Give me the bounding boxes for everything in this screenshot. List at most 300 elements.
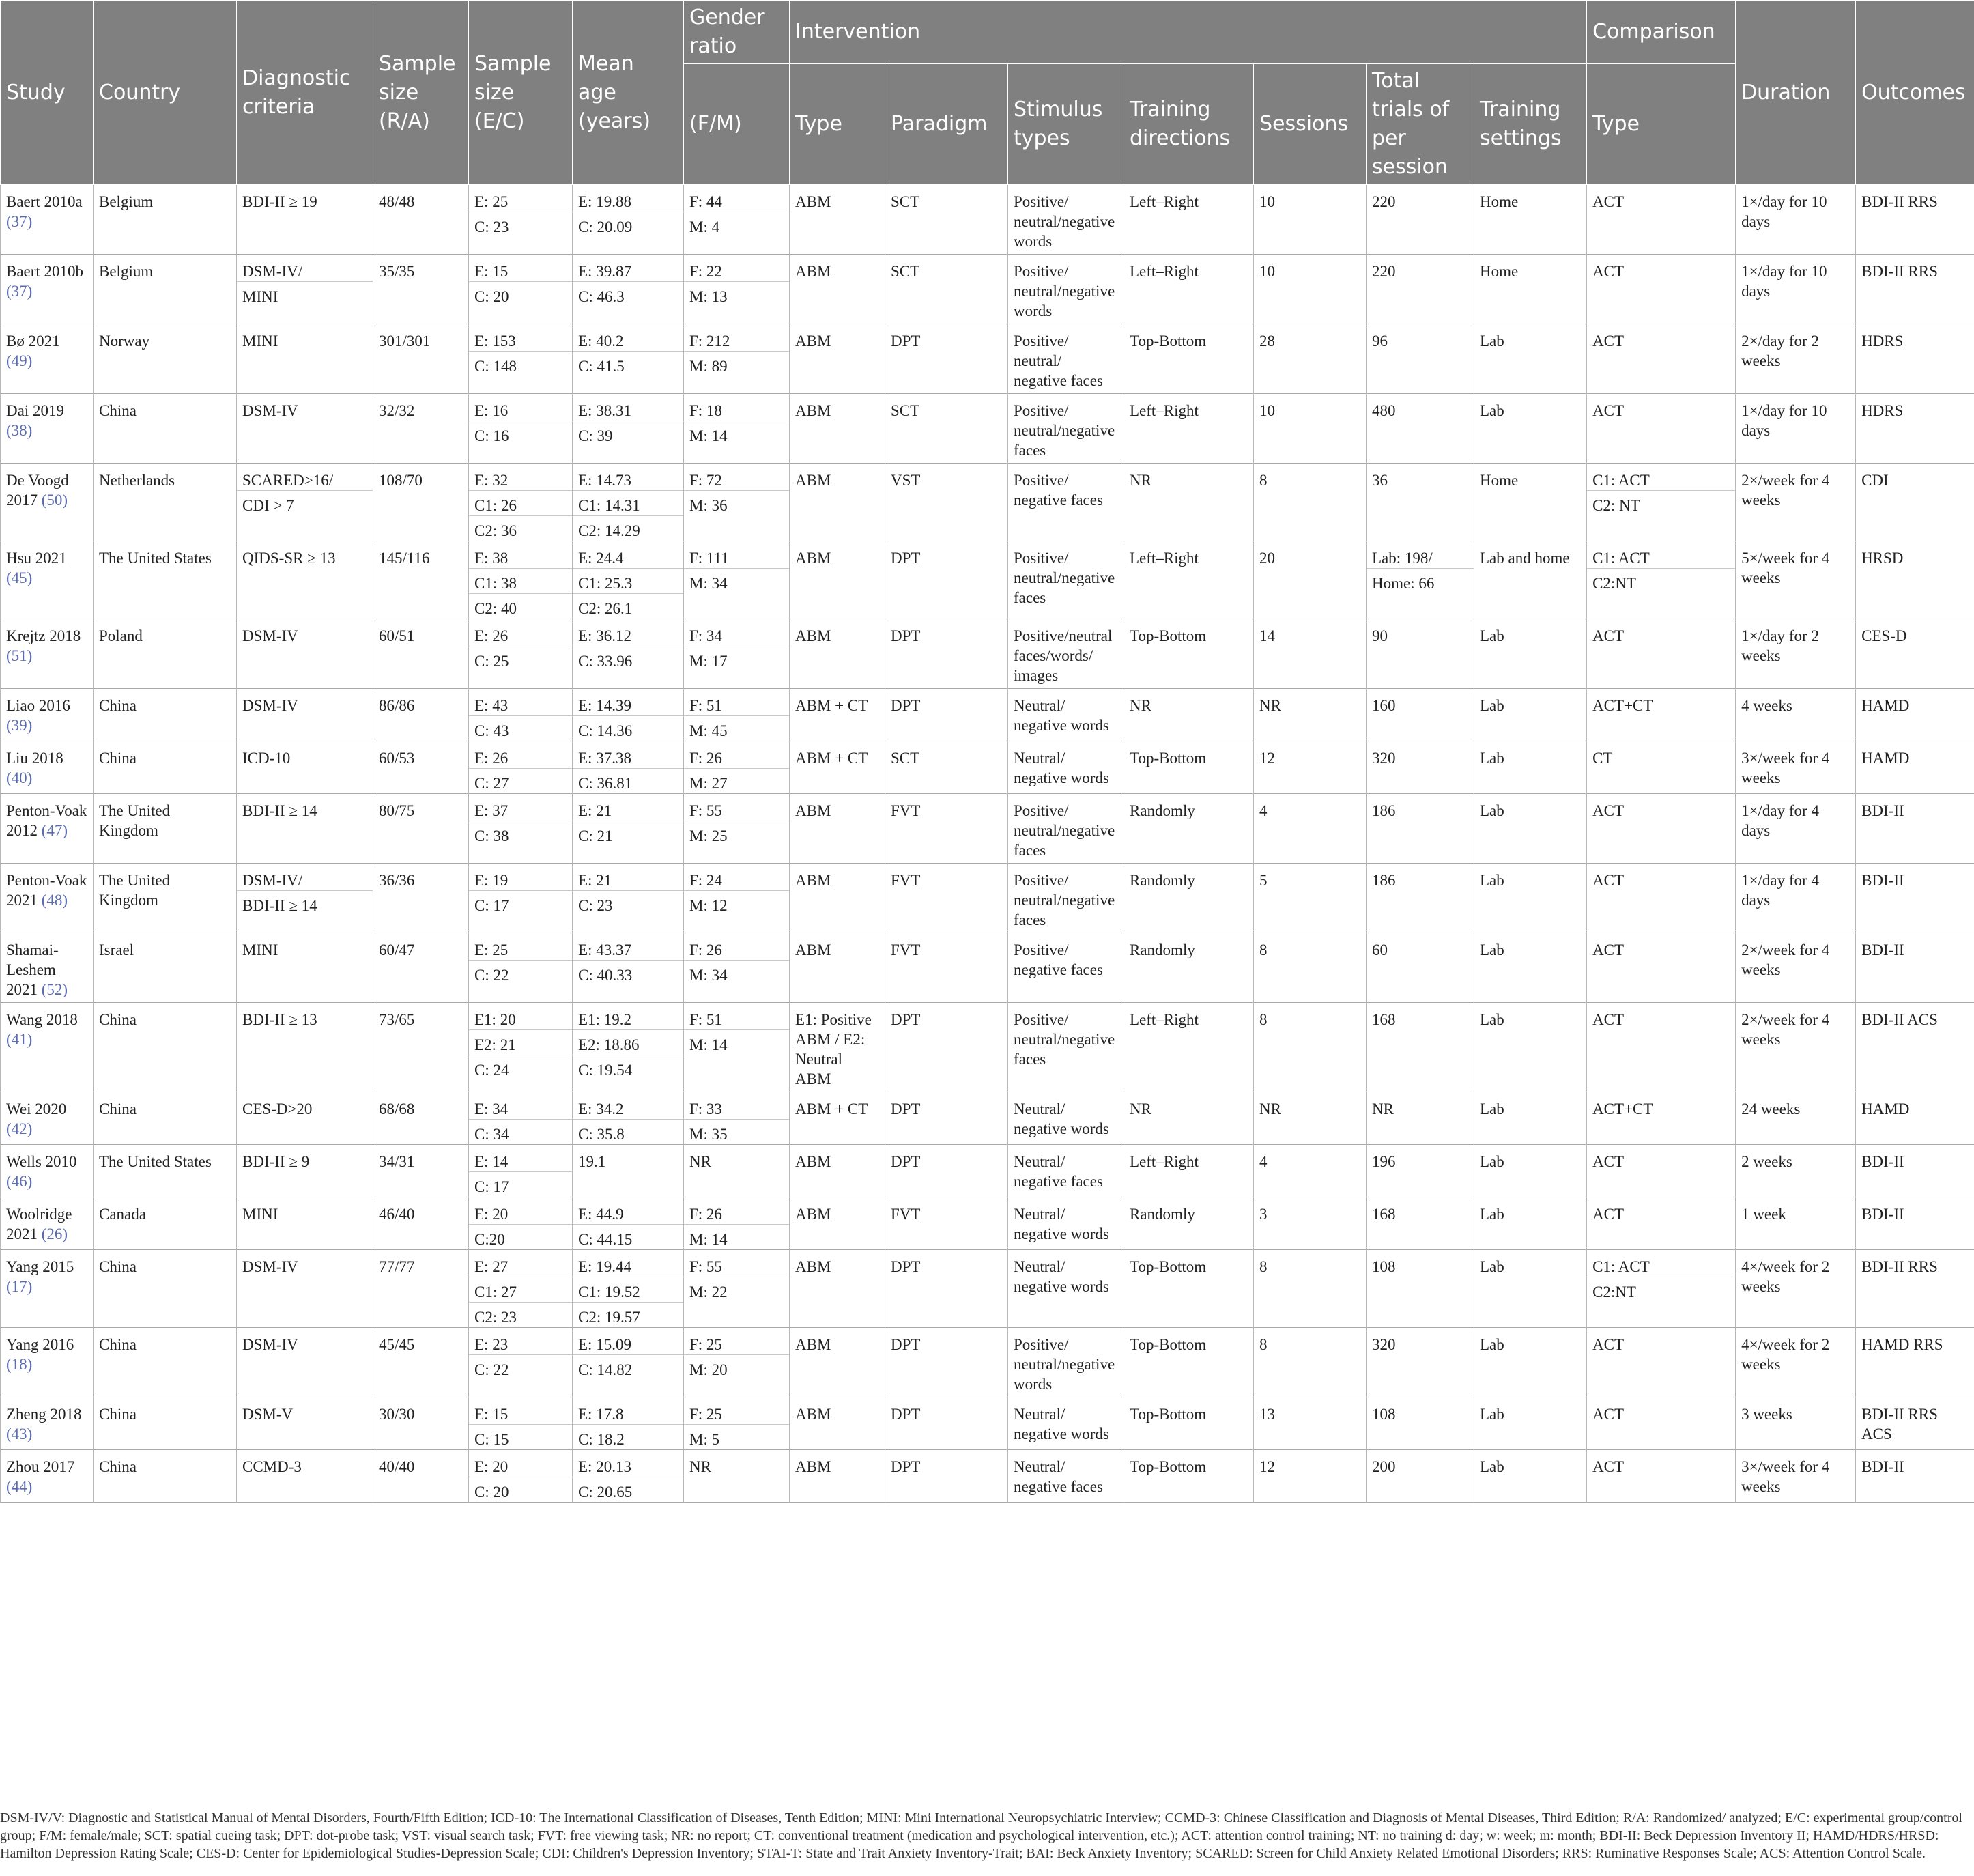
cell-paradigm: SCT — [885, 185, 1008, 255]
cell-study — [1, 1092, 94, 1145]
cell-country: Belgium — [94, 255, 237, 324]
cell-direction: Randomly — [1124, 794, 1254, 864]
cell-mean-age-line: C: 14.36 — [578, 722, 633, 739]
cell-settings: Lab — [1474, 1003, 1587, 1092]
cell-gender-line: M: 36 — [689, 497, 728, 514]
cell-sessions: NR — [1254, 689, 1367, 741]
reference-link[interactable]: (42) — [6, 1120, 33, 1137]
cell-mean-age-line: C: 23 — [578, 897, 613, 914]
cell-paradigm: SCT — [885, 741, 1008, 794]
cell-gender-line: F: 26 — [684, 1199, 789, 1225]
cell-outcomes: BDI-II RRS — [1856, 255, 1974, 324]
cell-diagnostic — [237, 933, 373, 1003]
cell-intervention-type: ABM — [790, 864, 885, 933]
cell-gender-line: F: 55 — [684, 1252, 789, 1277]
cell-gender-line: M: 22 — [689, 1283, 728, 1301]
cell-mean-age-line: E: 21 — [573, 866, 683, 891]
cell-direction: Top-Bottom — [1124, 324, 1254, 394]
cell-mean-age — [573, 689, 684, 741]
header-intervention-type: Type — [790, 64, 885, 185]
table-row — [1, 324, 1974, 394]
cell-intervention-type: ABM + CT — [790, 741, 885, 794]
cell-sample-ec-line: C2: 36 — [474, 522, 517, 539]
header-paradigm: Paradigm — [885, 64, 1008, 185]
cell-country: China — [94, 394, 237, 464]
cell-stimulus: Positive/ negative faces — [1008, 464, 1124, 541]
cell-gender-line: M: 14 — [689, 1231, 728, 1248]
table-row — [1, 1197, 1974, 1250]
study-name: Zheng 2018 — [6, 1406, 82, 1423]
cell-sample-ra: 30/30 — [373, 1397, 469, 1450]
cell-trials-line: NR — [1372, 1100, 1394, 1118]
cell-diagnostic — [237, 741, 373, 794]
cell-trials — [1367, 864, 1474, 933]
cell-paradigm: DPT — [885, 1397, 1008, 1450]
cell-gender — [684, 324, 790, 394]
cell-paradigm: DPT — [885, 1250, 1008, 1328]
cell-mean-age — [573, 1397, 684, 1450]
cell-sample-ec-line: E: 25 — [469, 935, 572, 961]
cell-comparison — [1587, 1003, 1736, 1092]
cell-sessions: 10 — [1254, 185, 1367, 255]
cell-mean-age-line: E: 19.88 — [573, 187, 683, 212]
cell-gender-line: F: 18 — [684, 396, 789, 421]
cell-mean-age — [573, 1250, 684, 1328]
cell-intervention-type: ABM — [790, 1145, 885, 1197]
cell-sample-ec-line: E: 38 — [469, 543, 572, 569]
cell-trials-line: 60 — [1372, 941, 1388, 958]
cell-sample-ec-line: E: 26 — [469, 621, 572, 646]
cell-diagnostic — [237, 541, 373, 619]
reference-link[interactable]: (18) — [6, 1356, 33, 1373]
cell-gender — [684, 794, 790, 864]
cell-outcomes: CDI — [1856, 464, 1974, 541]
cell-sample-ec — [469, 1003, 573, 1092]
cell-duration: 3×/week for 4 weeks — [1736, 1450, 1856, 1503]
cell-comparison — [1587, 394, 1736, 464]
cell-direction: Top-Bottom — [1124, 1397, 1254, 1450]
cell-comparison — [1587, 185, 1736, 255]
header-comparison: Comparison — [1587, 1, 1736, 64]
cell-gender-line: M: 89 — [689, 358, 728, 375]
cell-mean-age — [573, 864, 684, 933]
cell-gender — [684, 1145, 790, 1197]
reference-link[interactable]: (50) — [41, 492, 68, 509]
study-name: Wei 2020 — [6, 1100, 67, 1118]
cell-comparison-line: C1: ACT — [1587, 543, 1735, 569]
cell-outcomes: HAMD — [1856, 741, 1974, 794]
cell-intervention-type: ABM — [790, 1397, 885, 1450]
cell-gender-line: F: 24 — [684, 866, 789, 891]
table-row — [1, 1092, 1974, 1145]
cell-sample-ec-line: C: 148 — [474, 358, 517, 375]
cell-trials-line: Home: 66 — [1372, 575, 1435, 592]
cell-sample-ec-line: C: 20 — [474, 288, 509, 305]
cell-trials — [1367, 464, 1474, 541]
cell-outcomes: BDI-II — [1856, 794, 1974, 864]
cell-trials-line: 186 — [1372, 872, 1396, 889]
table-row — [1, 541, 1974, 619]
cell-comparison — [1587, 1450, 1736, 1503]
study-name: Baert 2010a — [6, 193, 83, 210]
cell-settings: Lab — [1474, 741, 1587, 794]
study-name: Yang 2016 — [6, 1336, 74, 1353]
cell-direction: Left–Right — [1124, 1145, 1254, 1197]
cell-mean-age — [573, 1003, 684, 1092]
cell-comparison — [1587, 619, 1736, 689]
cell-gender — [684, 1003, 790, 1092]
cell-direction: Randomly — [1124, 933, 1254, 1003]
cell-diagnostic-line: SCARED>16/ — [237, 466, 373, 491]
study-name: Wang 2018 — [6, 1011, 78, 1028]
cell-study — [1, 1145, 94, 1197]
cell-study — [1, 1003, 94, 1092]
cell-country: China — [94, 1450, 237, 1503]
cell-comparison-line: ACT — [1592, 1406, 1625, 1423]
cell-trials-line: 186 — [1372, 802, 1396, 819]
cell-diagnostic-line: QIDS-SR ≥ 13 — [242, 550, 336, 567]
cell-gender — [684, 1197, 790, 1250]
cell-paradigm: DPT — [885, 1003, 1008, 1092]
reference-link[interactable]: (43) — [6, 1425, 33, 1442]
cell-gender — [684, 1450, 790, 1503]
cell-sample-ec-line: C1: 38 — [469, 569, 572, 594]
cell-diagnostic — [237, 1145, 373, 1197]
cell-sample-ec-line: E: 20 — [469, 1199, 572, 1225]
cell-mean-age — [573, 741, 684, 794]
study-name: Zhou 2017 — [6, 1458, 75, 1475]
cell-trials-line: 160 — [1372, 697, 1396, 714]
cell-diagnostic-line: MINI — [242, 1206, 278, 1223]
cell-diagnostic-line: BDI-II ≥ 9 — [242, 1153, 310, 1170]
cell-sample-ec-line: E: 153 — [469, 326, 572, 352]
cell-sessions: 13 — [1254, 1397, 1367, 1450]
cell-study — [1, 619, 94, 689]
cell-trials — [1367, 1250, 1474, 1328]
cell-paradigm: FVT — [885, 1197, 1008, 1250]
cell-duration: 1×/day for 4 days — [1736, 864, 1856, 933]
cell-sample-ec-line: E: 15 — [469, 257, 572, 282]
cell-gender — [684, 1092, 790, 1145]
cell-direction: NR — [1124, 464, 1254, 541]
cell-paradigm: SCT — [885, 394, 1008, 464]
header-gender-ratio: Gender ratio — [684, 1, 790, 64]
reference-link[interactable]: (48) — [41, 892, 68, 909]
cell-mean-age-line: E: 43.37 — [573, 935, 683, 961]
reference-link[interactable]: (51) — [6, 647, 33, 664]
cell-sample-ec-line: E: 26 — [469, 743, 572, 769]
cell-country: Norway — [94, 324, 237, 394]
cell-stimulus: Neutral/ negative faces — [1008, 1145, 1124, 1197]
header-sample-ra: Sample size (R/A) — [373, 1, 469, 185]
cell-sample-ec — [469, 185, 573, 255]
cell-diagnostic-line: DSM-IV — [242, 1336, 298, 1353]
header-intervention: Intervention — [790, 1, 1587, 64]
cell-intervention-type: ABM — [790, 1450, 885, 1503]
cell-sample-ra: 86/86 — [373, 689, 469, 741]
cell-stimulus: Positive/ neutral/ negative faces — [1008, 324, 1124, 394]
cell-trials — [1367, 324, 1474, 394]
cell-mean-age-line: E: 20.13 — [573, 1452, 683, 1477]
cell-paradigm: DPT — [885, 689, 1008, 741]
cell-outcomes: HAMD — [1856, 689, 1974, 741]
reference-link[interactable]: (46) — [6, 1173, 33, 1190]
reference-link[interactable]: (47) — [41, 822, 68, 839]
study-name: Hsu 2021 — [6, 550, 67, 567]
study-name: Yang 2015 — [6, 1258, 74, 1275]
cell-gender-line: M: 35 — [689, 1126, 728, 1143]
cell-diagnostic-line: DSM-IV — [242, 402, 298, 419]
cell-comparison-line: C2:NT — [1592, 575, 1636, 592]
reference-link[interactable]: (40) — [6, 769, 33, 786]
cell-mean-age-line: C: 14.82 — [578, 1361, 633, 1378]
cell-settings: Lab — [1474, 864, 1587, 933]
cell-sample-ec-line: C1: 27 — [469, 1277, 572, 1303]
reference-link[interactable]: (38) — [6, 422, 33, 439]
cell-country: The United States — [94, 1145, 237, 1197]
cell-sample-ec — [469, 1250, 573, 1328]
cell-paradigm: DPT — [885, 619, 1008, 689]
reference-link[interactable]: (45) — [6, 569, 33, 586]
cell-stimulus: Positive/ neutral/negative words — [1008, 255, 1124, 324]
cell-settings: Home — [1474, 464, 1587, 541]
cell-comparison — [1587, 1197, 1736, 1250]
cell-gender-line: M: 25 — [689, 827, 728, 844]
cell-sessions: 10 — [1254, 394, 1367, 464]
cell-country: China — [94, 1250, 237, 1328]
cell-sample-ec-line: E: 27 — [469, 1252, 572, 1277]
cell-sample-ec — [469, 255, 573, 324]
cell-gender-line: NR — [689, 1458, 711, 1475]
cell-mean-age-line: E: 24.4 — [573, 543, 683, 569]
cell-sample-ec-line: E: 37 — [469, 796, 572, 821]
cell-country: The United Kingdom — [94, 794, 237, 864]
cell-sample-ra: 48/48 — [373, 185, 469, 255]
cell-paradigm: DPT — [885, 1092, 1008, 1145]
cell-direction: Left–Right — [1124, 255, 1254, 324]
table-row — [1, 741, 1974, 794]
cell-diagnostic — [237, 324, 373, 394]
study-name: Liu 2018 — [6, 750, 63, 767]
cell-gender-line: M: 14 — [689, 427, 728, 444]
cell-intervention-type: ABM — [790, 255, 885, 324]
cell-trials-line: 36 — [1372, 472, 1388, 489]
cell-trials-line: Lab: 198/ — [1367, 543, 1474, 569]
cell-outcomes: CES-D — [1856, 619, 1974, 689]
cell-settings: Lab — [1474, 689, 1587, 741]
cell-stimulus: Neutral/ negative words — [1008, 1092, 1124, 1145]
cell-outcomes: BDI-II RRS ACS — [1856, 1397, 1974, 1450]
cell-direction: Top-Bottom — [1124, 741, 1254, 794]
cell-diagnostic-line: CDI > 7 — [242, 497, 294, 514]
cell-study — [1, 794, 94, 864]
cell-stimulus: Positive/ neutral/negative faces — [1008, 794, 1124, 864]
reference-link[interactable]: (26) — [41, 1225, 68, 1242]
cell-sample-ec — [469, 741, 573, 794]
cell-mean-age-line: C: 46.3 — [578, 288, 625, 305]
cell-direction: Randomly — [1124, 864, 1254, 933]
header-country: Country — [94, 1, 237, 185]
cell-intervention-type: ABM + CT — [790, 689, 885, 741]
cell-mean-age-line: C: 35.8 — [578, 1126, 625, 1143]
cell-study — [1, 464, 94, 541]
cell-outcomes: HDRS — [1856, 324, 1974, 394]
cell-study — [1, 1328, 94, 1397]
cell-gender-line: M: 34 — [689, 575, 728, 592]
study-name: Liao 2016 — [6, 697, 70, 714]
cell-duration: 2×/week for 4 weeks — [1736, 933, 1856, 1003]
study-name: Baert 2010b — [6, 263, 84, 280]
cell-mean-age-line: C: 20.65 — [578, 1483, 633, 1501]
reference-link[interactable]: (17) — [6, 1278, 33, 1295]
cell-comparison-line: ACT — [1592, 1458, 1625, 1475]
header-training-settings: Training settings — [1474, 64, 1587, 185]
cell-sessions: 8 — [1254, 464, 1367, 541]
cell-sample-ec-line: C2: 23 — [474, 1309, 517, 1326]
cell-mean-age-line: E: 17.8 — [573, 1399, 683, 1425]
cell-sessions: 8 — [1254, 933, 1367, 1003]
cell-sample-ra: 60/53 — [373, 741, 469, 794]
cell-diagnostic — [237, 1197, 373, 1250]
cell-sessions: 12 — [1254, 741, 1367, 794]
cell-diagnostic-line: BDI-II ≥ 14 — [242, 802, 317, 819]
cell-sample-ec — [469, 1092, 573, 1145]
reference-link[interactable]: (52) — [41, 981, 68, 998]
cell-settings: Lab — [1474, 619, 1587, 689]
cell-settings: Lab — [1474, 794, 1587, 864]
cell-diagnostic — [237, 1092, 373, 1145]
cell-mean-age-line: C: 19.54 — [578, 1062, 633, 1079]
cell-trials — [1367, 794, 1474, 864]
cell-mean-age-line: E: 34.2 — [573, 1094, 683, 1120]
cell-sample-ec-line: C: 25 — [474, 653, 509, 670]
cell-intervention-type: ABM — [790, 541, 885, 619]
cell-settings: Lab — [1474, 1145, 1587, 1197]
cell-paradigm: VST — [885, 464, 1008, 541]
cell-gender-line: F: 212 — [684, 326, 789, 352]
cell-duration: 1×/day for 10 days — [1736, 255, 1856, 324]
cell-comparison-line: CT — [1592, 750, 1613, 767]
table-row — [1, 1450, 1974, 1503]
reference-link[interactable]: (39) — [6, 717, 33, 734]
cell-trials — [1367, 1397, 1474, 1450]
cell-trials — [1367, 541, 1474, 619]
cell-sample-ec — [469, 933, 573, 1003]
cell-mean-age-line: C: 41.5 — [578, 358, 625, 375]
cell-direction: Randomly — [1124, 1197, 1254, 1250]
cell-mean-age — [573, 1197, 684, 1250]
cell-comparison-line: ACT — [1592, 802, 1625, 819]
table-row — [1, 933, 1974, 1003]
cell-duration: 2×/day for 2 weeks — [1736, 324, 1856, 394]
cell-outcomes: HAMD RRS — [1856, 1328, 1974, 1397]
table-body — [1, 185, 1974, 1503]
cell-direction: Left–Right — [1124, 1003, 1254, 1092]
table-row — [1, 255, 1974, 324]
table-row — [1, 1397, 1974, 1450]
cell-country: Israel — [94, 933, 237, 1003]
cell-settings: Lab — [1474, 324, 1587, 394]
cell-mean-age — [573, 185, 684, 255]
table-row — [1, 864, 1974, 933]
header-mean-age: Mean age (years) — [573, 1, 684, 185]
cell-mean-age-line: C: 39 — [578, 427, 613, 444]
cell-direction: NR — [1124, 689, 1254, 741]
header-total-trials: Total trials of per session — [1367, 64, 1474, 185]
cell-intervention-type: ABM + CT — [790, 1092, 885, 1145]
cell-diagnostic — [237, 1450, 373, 1503]
header-sessions: Sessions — [1254, 64, 1367, 185]
reference-link[interactable]: (49) — [6, 352, 33, 369]
study-name: Penton-Voak 2012 — [6, 802, 87, 839]
cell-comparison-line: ACT — [1592, 1153, 1625, 1170]
cell-settings: Lab — [1474, 1092, 1587, 1145]
cell-diagnostic-line: MINI — [242, 941, 278, 958]
reference-link[interactable]: (37) — [6, 213, 33, 230]
cell-diagnostic — [237, 464, 373, 541]
reference-link[interactable]: (37) — [6, 283, 33, 300]
cell-comparison — [1587, 541, 1736, 619]
cell-gender-line: M: 4 — [689, 218, 720, 236]
cell-diagnostic — [237, 619, 373, 689]
cell-diagnostic-line: MINI — [242, 288, 278, 305]
reference-link[interactable]: (44) — [6, 1478, 33, 1495]
table-row — [1, 689, 1974, 741]
study-name: Krejtz 2018 — [6, 627, 81, 644]
cell-sessions: 14 — [1254, 619, 1367, 689]
cell-gender — [684, 255, 790, 324]
cell-duration: 1 week — [1736, 1197, 1856, 1250]
table-row — [1, 794, 1974, 864]
cell-stimulus: Neutral/ negative words — [1008, 1397, 1124, 1450]
cell-paradigm: FVT — [885, 794, 1008, 864]
cell-gender — [684, 864, 790, 933]
cell-mean-age — [573, 933, 684, 1003]
cell-comparison — [1587, 1145, 1736, 1197]
cell-comparison-line: C1: ACT — [1587, 1252, 1735, 1277]
cell-sessions: 4 — [1254, 1145, 1367, 1197]
cell-settings: Lab — [1474, 933, 1587, 1003]
cell-comparison — [1587, 324, 1736, 394]
cell-mean-age — [573, 464, 684, 541]
cell-sample-ec — [469, 864, 573, 933]
cell-country: The United Kingdom — [94, 864, 237, 933]
cell-paradigm: SCT — [885, 255, 1008, 324]
study-name: Dai 2019 — [6, 402, 64, 419]
cell-mean-age-line: 19.1 — [578, 1153, 606, 1170]
cell-sample-ec-line: E: 23 — [469, 1330, 572, 1355]
cell-trials-line: 220 — [1372, 193, 1396, 210]
cell-gender-line: M: 5 — [689, 1431, 720, 1448]
table-row — [1, 1003, 1974, 1092]
cell-mean-age-line: C2: 14.29 — [578, 522, 640, 539]
cell-settings: Lab and home — [1474, 541, 1587, 619]
cell-intervention-type: ABM — [790, 324, 885, 394]
cell-study — [1, 185, 94, 255]
cell-sample-ec-line: C: 15 — [474, 1431, 509, 1448]
cell-settings: Home — [1474, 185, 1587, 255]
cell-paradigm: DPT — [885, 1328, 1008, 1397]
cell-comparison-line: C2: NT — [1592, 497, 1640, 514]
cell-intervention-type: ABM — [790, 619, 885, 689]
header-training-directions: Training directions — [1124, 64, 1254, 185]
reference-link[interactable]: (41) — [6, 1031, 33, 1048]
cell-sample-ec-line: C1: 26 — [469, 491, 572, 516]
cell-sample-ec-line: E1: 20 — [469, 1005, 572, 1030]
cell-diagnostic-line: BDI-II ≥ 13 — [242, 1011, 317, 1028]
cell-gender-line: F: 25 — [684, 1330, 789, 1355]
cell-trials-line: 320 — [1372, 1336, 1396, 1353]
